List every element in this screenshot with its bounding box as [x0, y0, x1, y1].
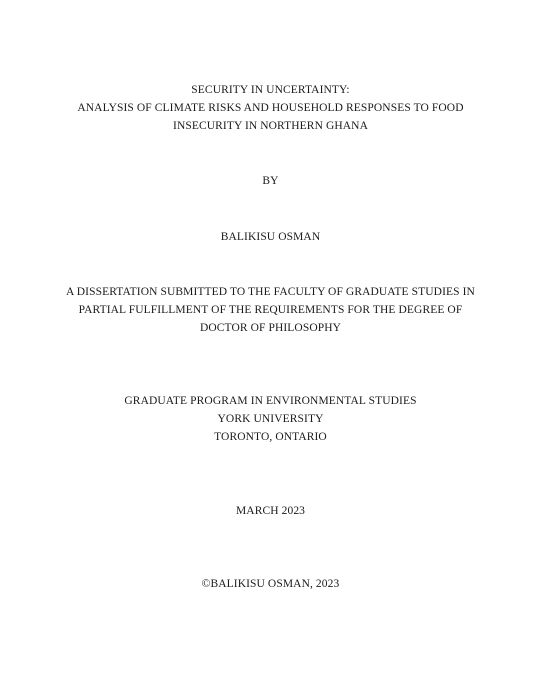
title-line-3: INSECURITY IN NORTHERN GHANA: [173, 120, 368, 132]
statement-line-1: A DISSERTATION SUBMITTED TO THE FACULTY OF GRADUATE STUDIES IN: [66, 286, 475, 298]
author-name: BALIKISU OSMAN: [220, 231, 321, 243]
submission-date: MARCH 2023: [235, 505, 306, 517]
university-name: YORK UNIVERSITY: [217, 413, 324, 425]
statement-line-2: PARTIAL FULFILLMENT OF THE REQUIREMENTS FOR THE DEGREE OF: [78, 304, 463, 316]
program-name: GRADUATE PROGRAM IN ENVIRONMENTAL STUDIES: [124, 395, 417, 407]
copyright-notice: ©BALIKISU OSMAN, 2023: [201, 578, 340, 590]
title-line-2: ANALYSIS OF CLIMATE RISKS AND HOUSEHOLD RESPONSES TO FOOD: [77, 102, 464, 114]
title-line-1: SECURITY IN UNCERTAINTY:: [191, 84, 350, 96]
university-location: TORONTO, ONTARIO: [214, 431, 327, 443]
statement-line-3: DOCTOR OF PHILOSOPHY: [199, 322, 342, 334]
by-label: BY: [262, 175, 279, 187]
